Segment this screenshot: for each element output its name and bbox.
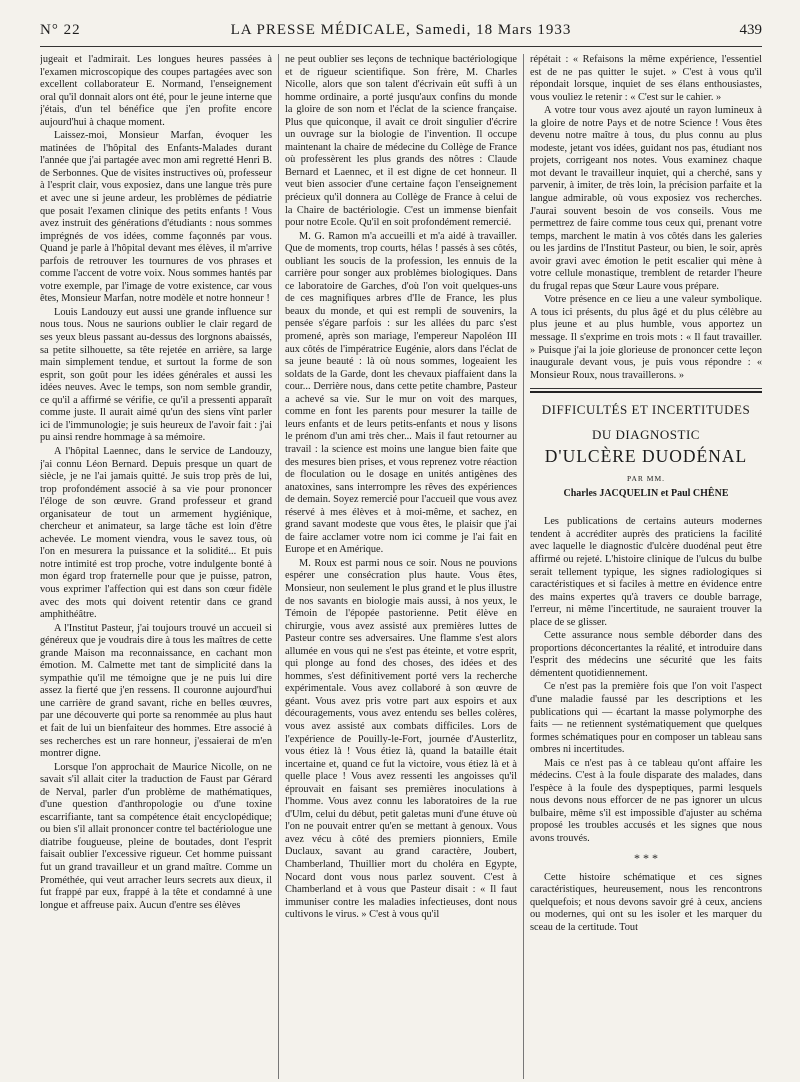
page-number: 439 bbox=[739, 22, 762, 38]
paragraph: Louis Landouzy eut aussi une grande influence sur nous tous. Nous ne saurions oublier le clair regard de ses yeux bleus passant au-dessus des lorgnons abaissés, sa petite silhouette, sa tête rejetée en arrière, sa large main simplement tendue, et surtout la forme de son esprit, son goût pour les idées générales et aussi les idées neuves. Avec le temps, son nom semble grandir, ce qu'il a affirmé se vérifie, ce qu'il a pressenti apparaît comme juste. Il aurait aimé qu'un des siens vînt parler ici de l'immunologie; je suis heureux de l'avoir fait : j'ai pu ainsi rendre hommage à sa mémoire. bbox=[40, 306, 272, 444]
article-title-line: DIFFICULTÉS ET INCERTITUDES bbox=[541, 402, 751, 418]
column-2 bbox=[285, 54, 517, 1079]
paragraph: M. G. Ramon m'a accueilli et m'a aidé à travailler. Que de moments, trop courts, hélas ! passés à ses côtés, oubliant les soucis de la profession, les ennuis de la carrière pour songer aux problèmes biologiques. Dans ce laboratoire de Garches, d'où l'on voit quelques-uns de ces magnifiques arbres d'Ile de France, les plus beaux du monde, et qui est rempli de souvenirs, la pensée s'égare parfois : sur les allées du parc s'est promené, après son mariage, l'empereur Napoléon III aux côtés de l'impératrice Eugénie, alors dans l'éclat de sa jeune beauté : là où nous sommes, logeaient les soldats de la Garde, dont les chevaux piaffaient dans la cour... Derrière nous, dans cette petite chambre, Pasteur a achevé sa vie. Sur le mur on voit des marques, comme en font les parents pour mesurer la taille de leurs enfants et de leurs petits-enfants et nous y lisons le prénom d'un ami très cher... Mais il faut retourner au travail : la science est moins une langue bien faite que des mesures bien prises, et vous reprenez votre réaction de floculation ou le dosage en unités antigènes des anatoxines, sans interrompre les rêves des expériences de demain. Soyez remercié pour l'accueil que vous avez réservé à mes élèves et à moi-même, et sachez, en grand savant modeste que vous êtes, le plaisir que j'ai de faire acclamer votre nom ici comme je l'ai fait en Europe et en Amérique. bbox=[285, 230, 517, 556]
column-divider bbox=[523, 54, 524, 1079]
column-1 bbox=[40, 54, 272, 1079]
byline-prefix: PAR MM. bbox=[627, 474, 665, 484]
article-title-line: DU DIAGNOSTIC bbox=[592, 427, 700, 443]
paragraph: Les publications de certains auteurs modernes tendent à accréditer auprès des praticiens la facilité avec laquelle le diagnostic d'ulcère duodénal peut être affirmé ou rejeté. L'histoire clinique de l'ulcus du bulbe serait tellement typique, les signes radiologiques si caractéristiques et si faciles à mettre en évidence entre des mains expertes qu'à travers ce double barrage, l'erreur, ni même l'incertitude, ne sauraient trouver la place de se glisser. bbox=[530, 516, 762, 628]
article-title-main: D'ULCÈRE DUODÉNAL bbox=[544, 446, 748, 467]
paragraph: Lorsque l'on approchait de Maurice Nicolle, on ne savait s'il allait citer la traduction de Faust par Gérard de Nerval, parler d'un problème de mathématiques, d'une question d'anthropologie ou d'une toxine escarrifiante, tant sa compétence était encyclopédique; ou bien s'il allait prononcer contre tel bactériologue une diatribe fougueuse, pleine de boutades, dont l'esprit faisait oublier l'excessive rigueur. Cet homme puissant fut un grand travailleur et un grand maître. Comme un Prométhée, qui veut arracher leurs secrets aux dieux, il fut frappé par eux, frappé à la tête et condamné à une longue et affreuse paix. Aucun d'entre ses élèves bbox=[40, 761, 272, 911]
article-authors: Charles JACQUELIN et Paul CHÊNE bbox=[563, 487, 729, 499]
section-rule bbox=[530, 391, 762, 393]
paragraph: A l'hôpital Laennec, dans le service de Landouzy, j'ai connu Léon Bernard. Depuis presque un quart de siècle, je ne l'ai jamais quitté. Je suis trop près de lui, trop profondément associé à sa vie pour prononcer l'éloge de son œuvre. Grand professeur et grand organisateur de tout un armement hygiénique, chercheur et animateur, sa large tâche est loin d'être achevée. Le moment viendra, vous le savez tous, où l'on en mesurera la puissance et la solidité... Et puis notre intimité est trop proche, votre indulgente bonté à mon égard trop fraternelle pour que je puisse, patron, vous exprimer l'affection qui est dans son cœur fidèle avec des mots qui doivent retentir dans ce grand amphithéâtre. bbox=[40, 445, 272, 621]
section-separator: * * * bbox=[634, 850, 658, 865]
paragraph: A votre tour vous avez ajouté un rayon lumineux à la gloire de notre Pays et de notre Science ! Vous êtes devenu notre maître à tous, du plus connu au plus modeste, jetant vos idées, guidant nos pas, étudiant nos projets, corrigeant nos notes. Vous examinez chaque mot devant le travailleur inquiet, qui a cherché, sans y parvenir, à imiter, de très loin, la précision parfaite et la langue admirable, où vous exposiez vos recherches. J'aurai souvent besoin de vos conseils. Vous me permettrez de faire comme tous ceux qui, prenant votre temps, marchent le matin à vos côtés dans les galeries ou les jardins de l'Institut Pasteur, ou bien, le soir, après avoir gravi avec émotion le petit escalier qui mène à votre cellule monastique, tremblent de retarder l'heure du frugal repas que Sœur Laure vous prépare. bbox=[530, 105, 762, 292]
paragraph: répétait : « Refaisons la même expérience, l'essentiel est de ne pas quitter le sujet. » C'est à vous qu'il répondait lorsque, inquiet de ses élans enthousiastes, vous vouliez le retenir : « C'est sur le cahier. » bbox=[530, 54, 762, 103]
paragraph: M. Roux est parmi nous ce soir. Nous ne pouvions espérer une consécration plus haute. Vous êtes, Monsieur, non seulement le plus grand et le plus illustre de nos savants en biologie mais aussi, à nos yeux, le Témoin de l'épopée pastorienne. Petit élève en chirurgie, vous avez assisté aux premières luttes de Pasteur contre ses adversaires. Une flamme s'est alors allumée en vous qui ne s'est pas éteinte, et votre esprit, qui plonge au fond des choses, des idées et des hommes, s'est définitivement porté vers la recherche expérimentale. Vous avez collaboré à son œuvre de géant. Vous avez pris votre part aux espoirs et aux découragements, vous avez entendu ses belles colères, vous avez assisté aux combats difficiles. Lors de l'expérience de Pouilly-le-Fort, journée d'Austerlitz, vous étiez là ! Vous étiez là, quand la bataille était incertaine et, quand ce fut la victoire, vous étiez là et à quelle place ! Vous avez ressenti les angoisses qu'il éprouvait en faisant ses premières inoculations à l'homme. Vous avez connu les laboratoires de la rue d'Ulm, celui du début, petit galetas muni d'une étuve où l'on ne pouvait entrer qu'en se mettant à genoux. Vous avez vécu à côté des premiers pionniers, Emile Duclaux, savant au grand caractère, Joubert, Chamberland, Thuillier mort du choléra en Egypte, Nocard dont vous nous parlez souvent. C'est à Chamberland et à vous que Pasteur disait : « Il faut immuniser contre les maladies infectieuses, dont nous cultivons le virus. » C'est à vous qu'il bbox=[285, 557, 517, 921]
section-rule bbox=[530, 388, 762, 389]
paragraph: ne peut oublier ses leçons de technique bactériologique et de rigueur scientifique. Son frère, M. Charles Nicolle, alors que son talent d'écrivain eût suffi à un homme ordinaire, a porté jusqu'aux confins du monde la gloire de son nom et l'éclat de la science française. Plus que quiconque, il avait ce droit singulier d'écrire un ouvrage sur la biologie de l'invention. Il occupe maintenant la chaire de médecine du Collège de France où professèrent les plus grands des nôtres : Claude Bernard et Laennec, et il est digne de cet honneur. Il veut bien associer d'une certaine façon l'enseignement précieux qu'il donnera au Collège de France à celui de la Chaire de bactériologie. C'est un immense bienfait pour notre Ecole. Qu'il en soit profondément remercié. bbox=[285, 54, 517, 229]
paragraph: Laissez-moi, Monsieur Marfan, évoquer les matinées de l'hôpital des Enfants-Malades durant l'année que j'ai partagée avec mon ami regretté Henri B. de Serbonnes. Que de visites instructives où, professeur à l'esprit clair, vous exposiez, dans une langue très pure et avec une si jeune ardeur, les problèmes de pédiatrie que posait l'examen clinique des petits enfants ! Vous avez instruit des générations d'étudiants : nous sommes imprégnés de vos idées, comme façonnés par vous. Quand je parle à l'hôpital devant mes élèves, il m'arrive parfois de retrouver les tournures de vos phrases et comme l'accent de votre voix. Nous sommes hantés par votre exemple, par l'image de votre existence, car vous êtes, Monsieur Marfan, notre modèle et notre honneur ! bbox=[40, 130, 272, 305]
paragraph: A l'Institut Pasteur, j'ai toujours trouvé un accueil si généreux que je voudrais dire à tous les maîtres de cette grande Maison ma reconnaissance, en cachant mon émotion. M. Calmette met tant de simplicité dans la sympathie qu'il me témoigne que je ne puis lui dire assez la fierté que j'en ressens. Il couronne aujourd'hui une carrière de grand savant, riche en belles œuvres, par une découverte qui porte sa renommée au plus haut et fait de lui un bienfaiteur des hommes. Etre associé à ses recherches est un rare honneur, j'essaierai de m'en montrer digne. bbox=[40, 622, 272, 760]
column-3 bbox=[530, 54, 762, 1079]
paragraph: jugeait et l'admirait. Les longues heures passées à l'examen microscopique des coupes partagées avec son excellent collaborateur E. Normand, l'enseignement oral qu'il donnait alors ont été, pour le jeune interne que j'étais, d'un tel bénéfice que j'en profite encore aujourd'hui à chaque moment. bbox=[40, 54, 272, 128]
issue-number: N° 22 bbox=[40, 22, 81, 38]
column-divider bbox=[278, 54, 279, 1079]
paragraph: Ce n'est pas la première fois que l'on voit l'aspect d'une maladie faussé par les descriptions et les publications qui — écartant la masse polymorphe des faits — ne retiennent systématiquement que quelques formes schématiques pour en composer un tableau sans ombres ni incertitudes. bbox=[530, 681, 762, 756]
journal-title: LA PRESSE MÉDICALE, Samedi, 18 Mars 1933 bbox=[230, 22, 572, 38]
paragraph: Cette assurance nous semble déborder dans des proportions déconcertantes la réalité, et introduire dans l'esprit des médecins une sécurité que les faits démentent quotidiennement. bbox=[530, 630, 762, 679]
paragraph: Mais ce n'est pas à ce tableau qu'ont affaire les médecins. C'est à la foule disparate des malades, dans l'espèce à la foule des dyspeptiques, parmi lesquels nous devons nous efforcer de ne pas ignorer un ulcus bulbaire, même s'il est impossible d'ajuster au schéma proposé les troubles accusés et les signes que nous avons trouvés. bbox=[530, 757, 762, 844]
paragraph: Votre présence en ce lieu a une valeur symbolique. A tous ici présents, du plus âgé et du plus célèbre au plus jeune et au plus humble, vous apportez un message. Il s'exprime en trois mots : « Il faut travailler. » Puisque j'ai la joie glorieuse de prononcer cette leçon inaugurale devant vous, je puis vous répondre : « Monsieur Roux, nous travaillerons. » bbox=[530, 294, 762, 381]
page-header bbox=[40, 22, 762, 42]
paragraph: Cette histoire schématique et ces signes caractéristiques, heureusement, nous les rencontrons quelquefois; et nous devons savoir gré à ceux, anciens ou modernes, qui ont su les isoler et les marquer du sceau de la certitude. Tout bbox=[530, 871, 762, 933]
header-rule bbox=[40, 46, 762, 47]
